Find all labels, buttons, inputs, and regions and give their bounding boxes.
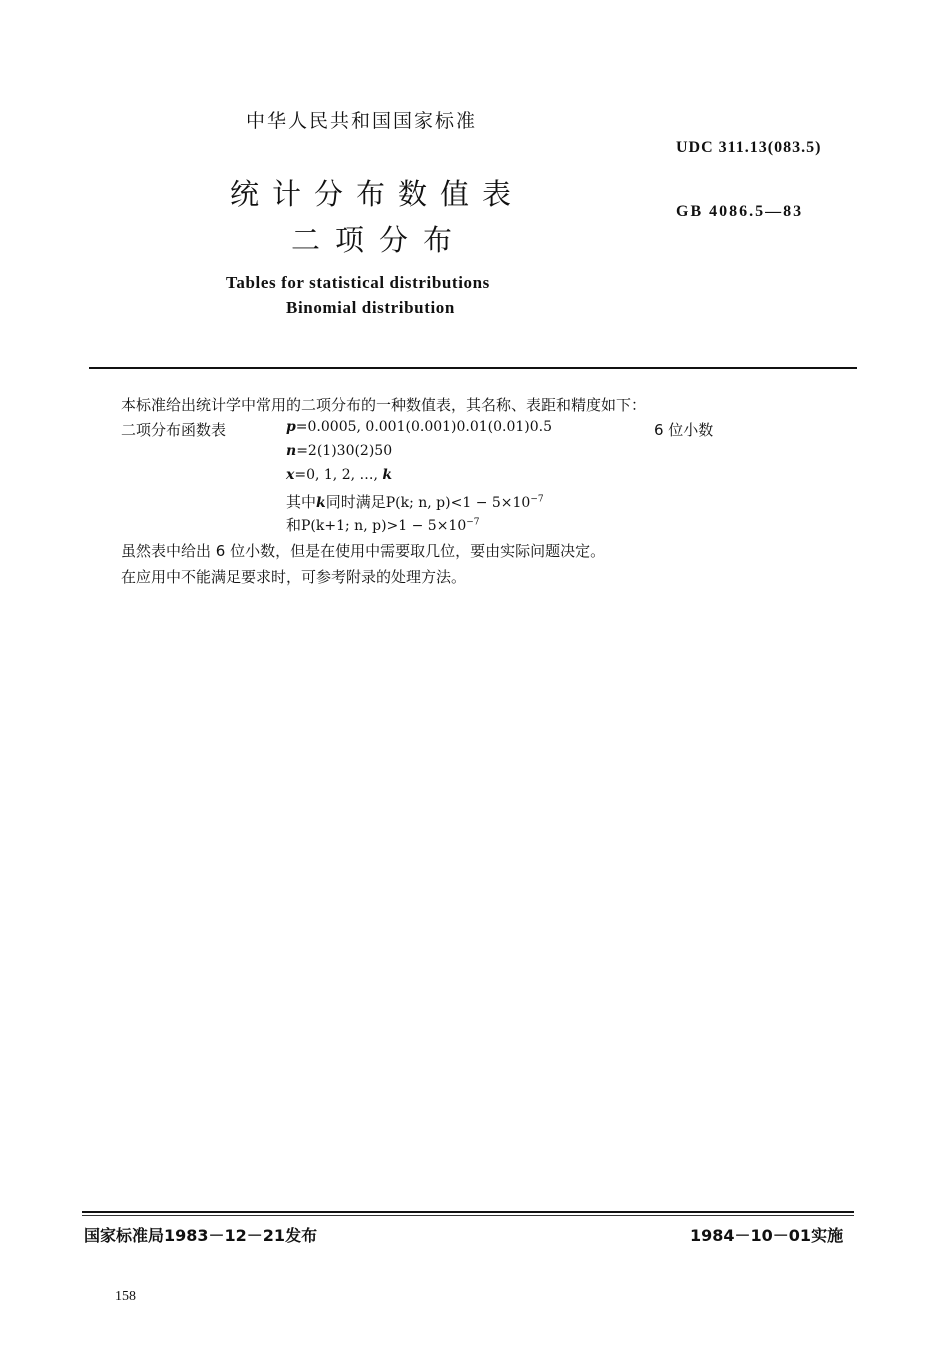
note-paragraph-1: 虽然表中给出 6 位小数，但是在使用中需要取几位，要由实际问题决定。 bbox=[121, 542, 606, 560]
p-range-values: =0.0005, 0.001(0.001)0.01(0.01)0.5 bbox=[295, 419, 553, 435]
condition-line-2 bbox=[286, 514, 480, 535]
precision-label: 6 位小数 bbox=[654, 421, 714, 439]
condition-2-expression: P(k+1; n, p)>1 − 5×10 bbox=[301, 518, 467, 534]
condition-1-expression: P(k; n, p)<1 − 5×10 bbox=[385, 495, 531, 511]
country-standard-heading: 中华人民共和国国家标准 bbox=[246, 110, 478, 132]
intro-paragraph: 本标准给出统计学中常用的二项分布的一种数值表，其名称、表距和精度如下： bbox=[121, 396, 647, 414]
condition-1-middle: 同时满足 bbox=[325, 493, 386, 511]
gb-standard-number: GB 4086.5—83 bbox=[676, 203, 804, 220]
k-variable: k bbox=[382, 467, 393, 483]
document-subtitle-cn: 二项分布 bbox=[291, 223, 468, 257]
n-range-line bbox=[286, 443, 392, 459]
page-number: 158 bbox=[115, 1289, 136, 1304]
condition-line-1 bbox=[286, 491, 544, 512]
document-title-en: Tables for statistical distributions bbox=[226, 273, 490, 292]
n-range-values: =2(1)30(2)50 bbox=[296, 443, 393, 459]
footer-divider-thin bbox=[82, 1215, 854, 1216]
note-paragraph-2: 在应用中不能满足要求时，可参考附录的处理方法。 bbox=[121, 568, 467, 586]
document-subtitle-en: Binomial distribution bbox=[286, 298, 455, 317]
p-range-line bbox=[286, 419, 552, 435]
table-name: 二项分布函数表 bbox=[121, 421, 227, 439]
condition-2-prefix: 和 bbox=[286, 516, 302, 534]
condition-2-exponent: −7 bbox=[466, 517, 480, 528]
x-variable: x bbox=[286, 467, 295, 483]
n-variable: n bbox=[286, 443, 297, 459]
document-title-cn: 统计分布数值表 bbox=[230, 177, 525, 211]
effective-date: 1984－10－01实施 bbox=[690, 1226, 844, 1245]
p-variable: p bbox=[286, 419, 296, 435]
footer-divider bbox=[82, 1211, 854, 1213]
condition-1-k: k bbox=[316, 495, 326, 511]
issue-date: 国家标准局1983－12－21发布 bbox=[84, 1226, 318, 1245]
header-divider bbox=[89, 367, 857, 369]
udc-code: UDC 311.13(083.5) bbox=[676, 139, 822, 156]
condition-1-prefix: 其中 bbox=[286, 493, 317, 511]
condition-1-exponent: −7 bbox=[530, 494, 544, 505]
x-range-line bbox=[286, 467, 392, 483]
x-range-values: =0, 1, 2, …, bbox=[294, 467, 383, 483]
